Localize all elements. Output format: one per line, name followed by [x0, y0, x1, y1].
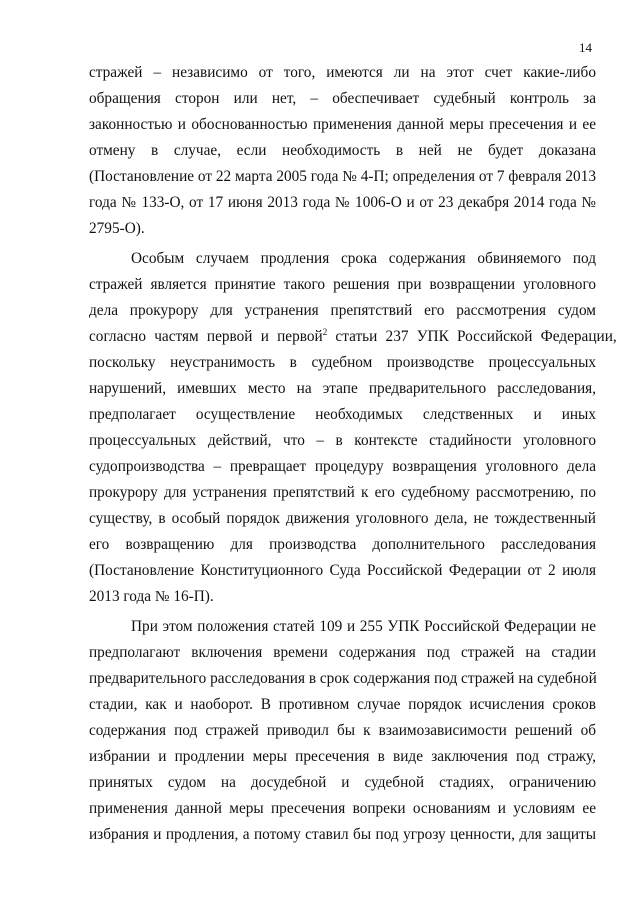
- paragraph-3-line: предполагают включения времени содержания под стражей на стадии: [89, 644, 596, 661]
- paragraph-1-line: стражей – независимо от того, имеются ли на этот счет какие-либо: [89, 64, 596, 81]
- paragraph-2-line-text: статьи 237 УПК Российской Федерации,: [327, 328, 617, 345]
- paragraph-3-line: При этом положения статей 109 и 255 УПК Российской Федерации не: [131, 618, 596, 635]
- page-number: 14: [579, 40, 592, 55]
- paragraph-2-line: процессуальных действий, что – в контексте стадийности уголовного: [89, 432, 596, 449]
- paragraph-1-line: 2795-О).: [89, 220, 145, 237]
- paragraph-2-line-text: согласно частям первой и первой: [89, 328, 323, 345]
- paragraph-1-line: (Постановление от 22 марта 2005 года № 4-П; определения от 7 февраля 2013: [89, 168, 596, 185]
- paragraph-3-line: избрании и продлении меры пресечения в виде заключения под стражу,: [89, 748, 596, 765]
- paragraph-3-line: избрания и продления, а потому ставил бы под угрозу ценности, для защиты: [89, 826, 596, 843]
- paragraph-2-line: Особым случаем продления срока содержания обвиняемого под: [131, 250, 596, 267]
- paragraph-3-line: принятых судом на досудебной и судебной стадиях, ограничению: [89, 774, 596, 791]
- paragraph-2-line: стражей является принятие такого решения при возвращении уголовного: [89, 276, 596, 293]
- paragraph-2-line: предполагает осуществление необходимых следственных и иных: [89, 406, 596, 423]
- paragraph-3-line: стадии, как и наоборот. В противном случае порядок исчисления сроков: [89, 696, 596, 713]
- paragraph-3-line: содержания под стражей приводил бы к взаимозависимости решений об: [89, 722, 596, 739]
- paragraph-2-line: его возвращению для производства дополнительного расследования: [89, 536, 596, 553]
- paragraph-3-line: применения данной меры пресечения вопреки основаниям и условиям ее: [89, 800, 596, 817]
- paragraph-3-line: предварительного расследования в срок содержания под стражей на судебной: [89, 670, 597, 687]
- paragraph-2-line: дела прокурору для устранения препятствий его рассмотрения судом: [89, 302, 596, 319]
- paragraph-2-line: [89, 326, 617, 347]
- paragraph-2-line: судопроизводства – превращает процедуру возвращения уголовного дела: [89, 458, 596, 475]
- superscript-marker: 2: [322, 327, 328, 337]
- paragraph-2-line: прокурору для устранения препятствий к его судебному рассмотрению, по: [89, 484, 596, 501]
- paragraph-1-line: года № 133-О, от 17 июня 2013 года № 1006-О и от 23 декабря 2014 года №: [89, 194, 596, 211]
- paragraph-2-line: (Постановление Конституционного Суда Российской Федерации от 2 июля: [89, 562, 596, 579]
- paragraph-2-line: нарушений, имевших место на этапе предварительного расследования,: [89, 380, 596, 397]
- paragraph-2-line: поскольку неустранимость в судебном производстве процессуальных: [89, 354, 596, 371]
- paragraph-1-line: отмену в случае, если необходимость в ней не будет доказана: [89, 142, 596, 159]
- paragraph-2-line: 2013 года № 16-П).: [89, 588, 214, 605]
- paragraph-1-line: обращения сторон или нет, – обеспечивает судебный контроль за: [89, 90, 596, 107]
- paragraph-2-line: существу, в особый порядок движения уголовного дела, не тождественный: [89, 510, 596, 527]
- paragraph-1-line: законностью и обоснованностью применения данной меры пресечения и ее: [89, 116, 596, 133]
